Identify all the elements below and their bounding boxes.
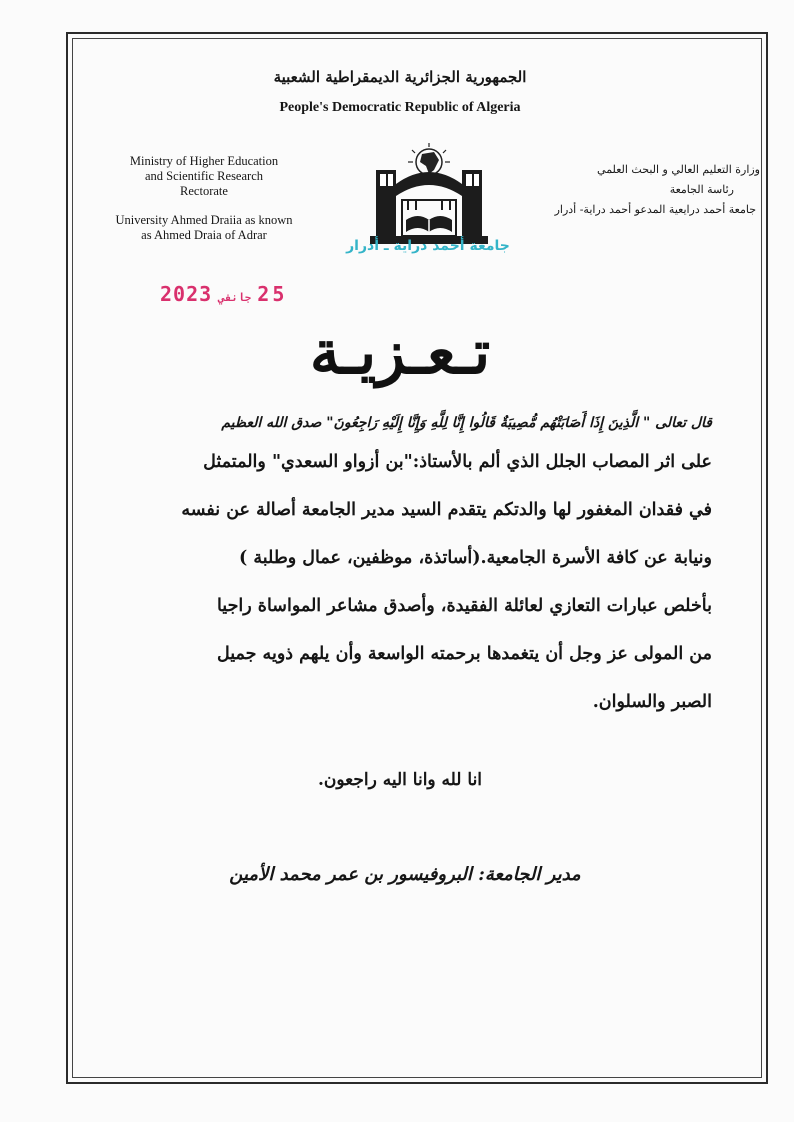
body-line-4: بأخلص عبارات التعازي لعائلة الفقيدة، وأصدق مشاعر المواساة راجيا: [216, 596, 712, 616]
document-title: تـعـزيـة: [309, 318, 491, 388]
english-country-heading: People's Democratic Republic of Algeria: [279, 100, 521, 115]
arabic-ministry-line: وزارة التعليم العالي و البحث العلمي: [597, 163, 760, 176]
body-line-6: الصبر والسلوان.: [592, 692, 712, 712]
ministry-line: Ministry of Higher Education: [129, 154, 279, 168]
arabic-institution-block: [520, 160, 760, 220]
ministry-line-2: and Scientific Research: [144, 169, 263, 183]
body-line-5: من المولى عز وجل أن يتغمدها برحمته الواسعة وأن يلهم ذويه جميل: [217, 644, 712, 664]
arabic-rectorate-line: رئاسة الجامعة: [669, 183, 734, 196]
logo-caption: جامعة أحمد دراية ـ أدرار: [346, 238, 510, 254]
body-line-2: في فقدان المغفور لها والدتكم يتقدم السيد مدير الجامعة أصالة عن نفسه: [181, 500, 712, 520]
university-logo-icon: [362, 140, 496, 252]
date-stamp: [160, 282, 287, 306]
rectorate-line: Rectorate: [180, 184, 228, 198]
body-line-3: ونيابة عن كافة الأسرة الجامعية.(أساتذة، موظفين، عمال وطلبة ): [238, 548, 712, 568]
university-line: University Ahmed Draiia as known: [115, 213, 293, 227]
closing-phrase: انا لله وانا اليه راجعون.: [317, 770, 483, 790]
quran-verse: قال تعالى " الَّذِينَ إِذَا أَصَابَتْهُم مُّصِيبَةٌ قَالُوا إِنَّا لِلَّهِ وَإِنَّا إِلَيْهِ رَاجِعُونَ" صدق الله العظيم: [221, 415, 712, 431]
signature-line: مدير الجامعة: البروفيسور بن عمر محمد الأمين: [229, 864, 581, 885]
university-line-2: as Ahmed Draia of Adrar: [141, 228, 267, 242]
condolence-body: [92, 408, 712, 726]
stamp-year: 2023: [160, 282, 213, 306]
arabic-university-line: جامعة أحمد درايعية المدعو أحمد دراية- أدرار: [554, 203, 756, 216]
stamp-month: جانفي: [218, 291, 252, 304]
arabic-country-heading: الجمهورية الجزائرية الديمقراطية الشعبية: [273, 68, 527, 86]
english-institution-block: [104, 154, 304, 243]
body-line-1: على اثر المصاب الجلل الذي ألم بالأستاذ:"بن أزواو السعدي" والمتمثل: [203, 452, 712, 472]
stamp-day: 25: [257, 282, 288, 306]
